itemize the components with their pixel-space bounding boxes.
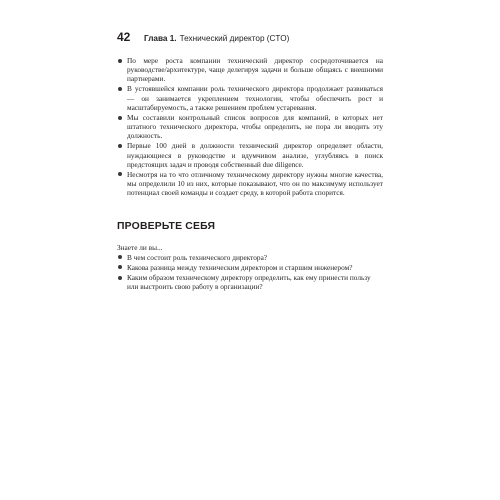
summary-item <box>117 170 383 197</box>
bullet-icon <box>118 255 122 259</box>
summary-item <box>117 84 383 111</box>
summary-item <box>117 141 383 168</box>
summary-item-text: Первые 100 дней в должности технический директор определяет области, нуждающиеся в руководстве и вдумчивом анализе, углубляясь в поиск предстоящих задач и проводя собственный due diligence. <box>127 141 383 169</box>
summary-list <box>117 56 383 197</box>
summary-item <box>117 113 383 140</box>
bullet-icon <box>118 87 122 91</box>
bullet-icon <box>118 265 122 269</box>
bullet-icon <box>118 172 122 176</box>
running-head <box>117 30 383 44</box>
question-text: Каким образом техническому директору определить, как ему принести пользу или выстроить свою работу в организации? <box>127 272 371 292</box>
question-list <box>117 253 383 292</box>
self-check-intro: Знаете ли вы... <box>117 242 163 252</box>
summary-item-text: По мере роста компании технический директор сосредоточивается на руководстве/архитектуре, чаще делегируя задачи и больше общаясь с внешними партнерами. <box>127 56 383 84</box>
question-item <box>117 263 383 272</box>
question-item <box>117 273 383 291</box>
summary-item <box>117 56 383 83</box>
chapter-label: Глава 1. <box>144 34 177 43</box>
summary-item-text: Несмотря на то что отличному техническому директору нужны многие качества, мы определили 10 из них, которые показывают, что он по максимуму использует потенциал своей команды и создает среду, в которой работа спорится. <box>127 169 383 198</box>
bullet-icon <box>118 276 122 280</box>
bullet-icon <box>118 59 122 63</box>
bullet-icon <box>118 144 122 148</box>
page-number: 42 <box>117 30 131 44</box>
section-heading: ПРОВЕРЬТЕ СЕБЯ <box>117 221 216 233</box>
bullet-icon <box>118 116 122 120</box>
summary-item-text: Мы составили контрольный список вопросов для компаний, в которых нет штатного технического директора, чтобы определить, не пора ли вводить эту должность. <box>127 112 383 141</box>
question-text: В чем состоит роль технического директора? <box>127 252 268 262</box>
question-item <box>117 253 383 262</box>
chapter-title: Технический директор (CTO) <box>179 34 290 43</box>
body-text <box>117 56 383 292</box>
summary-item-text: В устоявшейся компании роль технического директора продолжает развиваться — он занимается укреплением технологии, чтобы обеспечить рост и масштабируемость, а также решением проблем устаревания. <box>127 84 383 112</box>
question-text: Какова разница между техническим директором и старшим инженером? <box>127 262 353 272</box>
